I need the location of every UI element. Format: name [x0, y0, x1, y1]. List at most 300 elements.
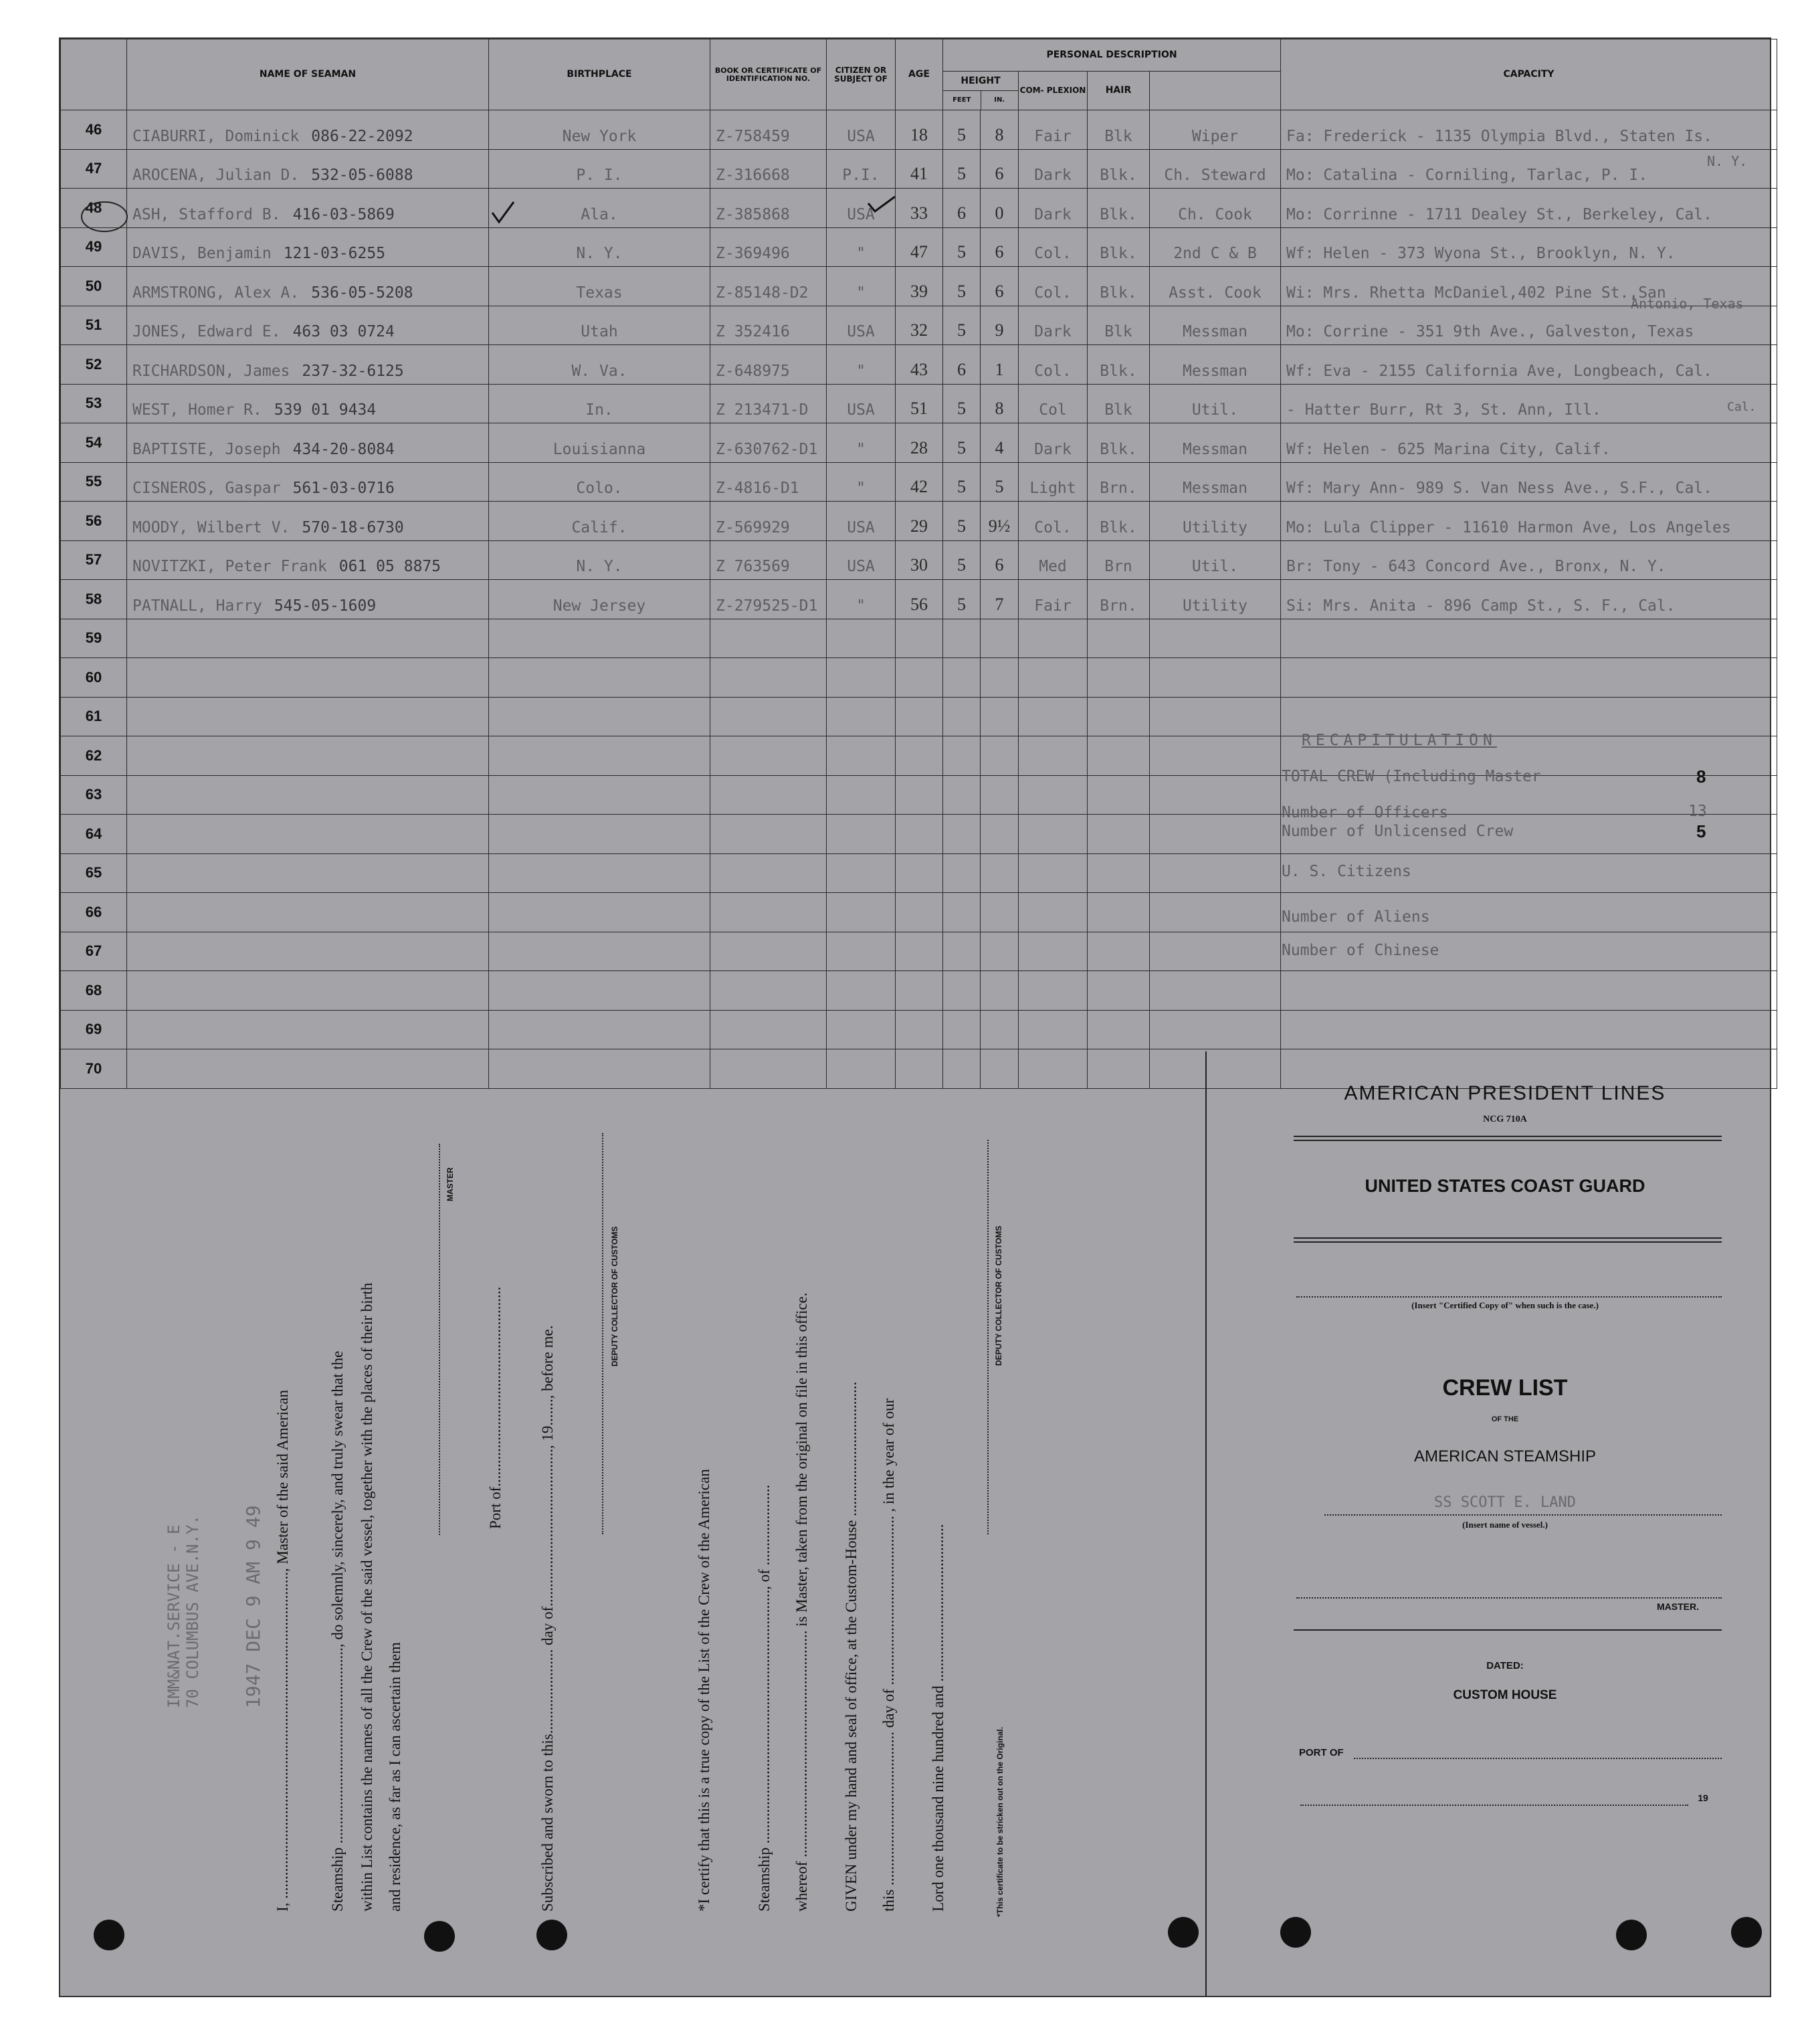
- header-book: BOOK OR CERTIFICATE OF IDENTIFICATION NO.: [710, 39, 827, 110]
- row-number: 63: [85, 786, 102, 803]
- custom-house-label: CUSTOM HOUSE: [1453, 1688, 1557, 1702]
- next-of-kin: [1281, 989, 1286, 1006]
- certificate-number: [710, 793, 716, 810]
- seaman-name-cell: [127, 540, 489, 580]
- next-of-kin-cell: [1281, 423, 1777, 463]
- hair-cell: [1088, 110, 1150, 150]
- age-cell: [896, 619, 943, 658]
- age-cell: [896, 815, 943, 854]
- complexion-cell: [1019, 775, 1088, 815]
- birthplace-cell: [489, 1010, 710, 1049]
- citizenship: ": [856, 597, 866, 615]
- certificate-number: Z-758459: [716, 127, 790, 145]
- next-of-kin-cell: [1281, 1010, 1777, 1049]
- age-cell: [896, 1049, 943, 1089]
- height-inches-cell: [981, 853, 1019, 893]
- row-number-cell: [61, 697, 127, 736]
- row-number: 53: [85, 395, 102, 412]
- table-row: [61, 815, 1777, 854]
- complexion: Col.: [1034, 245, 1072, 262]
- hair-cell: [1088, 462, 1150, 502]
- rule-2: [1294, 1140, 1722, 1141]
- seaman-name: [127, 676, 132, 693]
- row-number-cell: [61, 736, 127, 776]
- capacity-cell: [1150, 110, 1281, 150]
- recap-aliens-label: Number of Aliens: [1282, 908, 1430, 926]
- seaman-name: [127, 1027, 132, 1045]
- row-number: 51: [85, 316, 102, 334]
- seaman-name-cell: [127, 502, 489, 541]
- age: 47: [910, 242, 928, 262]
- next-of-kin: Wf: Eva - 2155 California Ave, Longbeach, Cal.: [1286, 362, 1712, 380]
- height-inches: 1: [995, 359, 1004, 379]
- next-of-kin-cell: [1281, 580, 1777, 619]
- complexion-cell: [1019, 658, 1088, 698]
- height-feet-cell: [943, 384, 981, 423]
- certificate-number-cell: [710, 423, 827, 463]
- social-security-number: 536-05-5208: [311, 284, 413, 302]
- certificate-number-cell: [710, 1049, 827, 1089]
- certified-copy-line: [1296, 1296, 1722, 1298]
- height-feet-cell: [943, 853, 981, 893]
- social-security-number: 561-03-0716: [292, 480, 395, 497]
- height-feet-cell: [943, 619, 981, 658]
- hair: Blk.: [1100, 245, 1137, 262]
- height-feet: 5: [957, 477, 966, 496]
- row-number-cell: [61, 267, 127, 306]
- height-feet-cell: [943, 345, 981, 385]
- age-cell: [896, 1010, 943, 1049]
- complexion-cell: [1019, 580, 1088, 619]
- row-number: 57: [85, 551, 102, 569]
- crew-list-title: CREW LIST: [1442, 1375, 1568, 1401]
- recap-title: RECAPITULATION: [1302, 732, 1497, 749]
- height-inches-cell: [981, 893, 1019, 932]
- height-inches: 9½: [988, 516, 1011, 536]
- row-number: 52: [85, 355, 102, 373]
- social-security-number: 061 05 8875: [338, 558, 441, 575]
- complexion: Fair: [1034, 127, 1072, 145]
- hair-cell: [1088, 580, 1150, 619]
- seaman-name: WEST, Homer R.: [132, 401, 262, 419]
- social-security-number: 434-20-8084: [292, 440, 395, 458]
- complexion-cell: [1019, 893, 1088, 932]
- oath-line-3: within List contains the names of all the Crew of the said vessel, together with the places of their birth: [359, 1282, 375, 1912]
- height-inches-cell: [981, 658, 1019, 698]
- seaman-name: DAVIS, Benjamin: [132, 245, 272, 262]
- oath-line-1: I, ....................................................................................., Master of the said American: [274, 1390, 291, 1912]
- complexion-cell: [1019, 1010, 1088, 1049]
- of-the-label: OF THE: [1491, 1415, 1519, 1423]
- hair-cell: [1088, 971, 1150, 1011]
- capacity-cell: [1150, 815, 1281, 854]
- rule-5: [1294, 1629, 1722, 1631]
- certify-line-3: whereof ........................................................... is Master, taken from the original on file in this office.: [793, 1292, 810, 1912]
- checkmark-citizen: [868, 197, 895, 211]
- complexion: Col.: [1034, 284, 1072, 302]
- height-feet: 5: [957, 281, 966, 301]
- complexion-cell: [1019, 384, 1088, 423]
- complexion-cell: [1019, 149, 1088, 189]
- hair-cell: [1088, 775, 1150, 815]
- hair-cell: [1088, 540, 1150, 580]
- rule-4: [1294, 1241, 1722, 1243]
- recap-total-value: 8: [1696, 766, 1706, 787]
- citizenship: USA: [847, 323, 875, 340]
- capacity: Util.: [1191, 558, 1239, 575]
- punch-hole-5: [1280, 1917, 1311, 1948]
- certificate-number: Z 352416: [716, 323, 790, 340]
- height-inches-cell: [981, 815, 1019, 854]
- table-row: [61, 619, 1777, 658]
- next-of-kin: [1281, 1027, 1286, 1045]
- age-cell: [896, 540, 943, 580]
- next-of-kin: Mo: Catalina - Corniling, Tarlac, P. I.: [1286, 167, 1648, 184]
- certificate-number-cell: [710, 932, 827, 971]
- row-number-cell: [61, 619, 127, 658]
- age-cell: [896, 893, 943, 932]
- row-circle-mark: [82, 202, 127, 231]
- social-security-number: 570-18-6730: [302, 518, 404, 536]
- age-cell: [896, 345, 943, 385]
- recap-unlicensed-value: 5: [1696, 821, 1706, 841]
- row-number-cell: [61, 853, 127, 893]
- citizenship-cell: [827, 775, 896, 815]
- birthplace-cell: [489, 502, 710, 541]
- header-capacity: CAPACITY: [1281, 39, 1777, 110]
- seaman-name-cell: [127, 775, 489, 815]
- social-security-number: 086-22-2092: [311, 127, 413, 145]
- height-inches-cell: [981, 267, 1019, 306]
- age-cell: [896, 697, 943, 736]
- capacity-cell: [1150, 1010, 1281, 1049]
- table-row: [61, 267, 1777, 306]
- age: 32: [910, 320, 928, 340]
- birthplace-cell: [489, 384, 710, 423]
- next-of-kin-cell: [1281, 619, 1777, 658]
- height-feet: 6: [957, 203, 966, 223]
- capacity: 2nd C & B: [1173, 245, 1257, 262]
- complexion: Light: [1029, 480, 1076, 497]
- row-number: 70: [85, 1059, 102, 1077]
- citizenship-cell: [827, 815, 896, 854]
- oath-line-2: Steamship ..................................................., do solemnly, sincerely, and truly swear that the: [329, 1350, 346, 1912]
- hair-cell: [1088, 932, 1150, 971]
- row-number-cell: [61, 580, 127, 619]
- punch-hole-6: [1616, 1920, 1647, 1950]
- height-inches: 7: [995, 594, 1004, 614]
- hair: Blk.: [1100, 518, 1137, 536]
- oath-deputy-label-1: DEPUTY COLLECTOR OF CUSTOMS: [610, 1226, 619, 1366]
- next-of-kin-cell: [1281, 189, 1777, 228]
- height-inches: 5: [995, 477, 1004, 496]
- birthplace: Utah: [581, 323, 618, 340]
- birthplace-cell: [489, 345, 710, 385]
- next-of-kin-cell: [1281, 658, 1777, 698]
- next-of-kin: [1281, 714, 1286, 732]
- certify-line-1: *I certify that this is a true copy of the List of the Crew of the American: [696, 1469, 712, 1912]
- height-inches-cell: [981, 462, 1019, 502]
- social-security-number: 121-03-6255: [283, 245, 386, 262]
- capacity-cell: [1150, 893, 1281, 932]
- header-birthplace: BIRTHPLACE: [489, 39, 710, 110]
- age: 29: [910, 516, 928, 536]
- seaman-name: [127, 832, 132, 849]
- height-feet: 5: [957, 164, 966, 183]
- citizenship-cell: [827, 1010, 896, 1049]
- table-row: [61, 580, 1777, 619]
- complexion-cell: [1019, 110, 1088, 150]
- height-inches: 6: [995, 281, 1004, 301]
- seaman-name-cell: [127, 932, 489, 971]
- crew-list-form: [59, 37, 1771, 1997]
- next-of-kin: Mo: Corrinne - 1711 Dealey St., Berkeley, Cal.: [1286, 205, 1712, 223]
- capacity-cell: [1150, 619, 1281, 658]
- seaman-name-cell: [127, 267, 489, 306]
- seaman-name-cell: [127, 815, 489, 854]
- capacity-cell: [1150, 853, 1281, 893]
- height-inches: 0: [995, 203, 1004, 223]
- height-inches: 9: [995, 320, 1004, 340]
- height-feet-cell: [943, 580, 981, 619]
- birthplace: New York: [562, 127, 637, 145]
- height-inches: 6: [995, 164, 1004, 183]
- seaman-name-cell: [127, 619, 489, 658]
- hair-cell: [1088, 502, 1150, 541]
- complexion: Col.: [1034, 362, 1072, 380]
- seaman-name: ARMSTRONG, Alex A.: [132, 284, 300, 302]
- height-feet-cell: [943, 893, 981, 932]
- birthplace-cell: [489, 815, 710, 854]
- capacity-cell: [1150, 227, 1281, 267]
- citizenship-cell: [827, 267, 896, 306]
- capacity-cell: [1150, 306, 1281, 345]
- hair-cell: [1088, 697, 1150, 736]
- height-feet-cell: [943, 815, 981, 854]
- citizenship-cell: [827, 697, 896, 736]
- height-inches: 4: [995, 437, 1004, 457]
- citizenship-cell: [827, 971, 896, 1011]
- seaman-name: CISNEROS, Gaspar: [132, 480, 281, 497]
- certificate-number: [710, 989, 716, 1006]
- recap-officers-value: 13: [1688, 803, 1707, 820]
- citizenship-cell: [827, 932, 896, 971]
- next-of-kin-cell: [1281, 110, 1777, 150]
- hair-cell: [1088, 1010, 1150, 1049]
- social-security-number: 416-03-5869: [292, 205, 395, 223]
- height-inches-cell: [981, 932, 1019, 971]
- handwritten-marks: [60, 39, 997, 239]
- steamship-label: AMERICAN STEAMSHIP: [1413, 1447, 1597, 1465]
- birthplace-cell: [489, 775, 710, 815]
- row-number-cell: [61, 540, 127, 580]
- age: 18: [910, 124, 928, 144]
- row-number: 49: [85, 238, 102, 256]
- capacity: Messman: [1183, 362, 1247, 380]
- seaman-name-cell: [127, 853, 489, 893]
- header-age: AGE: [896, 39, 943, 110]
- row-number: 62: [85, 746, 102, 764]
- immigration-stamp-line-1: IMM&NAT.SERVICE - E: [165, 1524, 183, 1708]
- certify-line-5: this ........................................ day of ............................................ , in the year of our: [880, 1398, 897, 1912]
- hair-cell: [1088, 658, 1150, 698]
- height-inches-cell: [981, 423, 1019, 463]
- height-feet-cell: [943, 1049, 981, 1089]
- citizenship: USA: [847, 205, 875, 223]
- row-number-cell: [61, 893, 127, 932]
- year-prefix: 19: [1698, 1793, 1708, 1803]
- complexion-cell: [1019, 306, 1088, 345]
- birthplace: W. Va.: [571, 362, 627, 380]
- social-security-number: 539 01 9434: [274, 401, 377, 419]
- certify-line-4: GIVEN under my hand and seal of office, at the Custom-House ...................................: [843, 1381, 860, 1912]
- certificate-number-cell: [710, 853, 827, 893]
- complexion-cell: [1019, 227, 1088, 267]
- agency-title: UNITED STATES COAST GUARD: [1365, 1176, 1645, 1196]
- insert-certified-copy-note: (Insert "Certified Copy of" when such is the case.): [1411, 1300, 1599, 1310]
- recap-total-label: TOTAL CREW (Including Master: [1282, 768, 1541, 785]
- row-number-cell: [61, 462, 127, 502]
- age: 28: [910, 437, 928, 457]
- height-inches-cell: [981, 697, 1019, 736]
- complexion-cell: [1019, 815, 1088, 854]
- height-feet-cell: [943, 267, 981, 306]
- next-of-kin: Mo: Corrine - 351 9th Ave., Galveston, Texas: [1286, 323, 1694, 340]
- next-of-kin: - Hatter Burr, Rt 3, St. Ann, Ill.: [1286, 401, 1601, 419]
- birthplace-cell: [489, 462, 710, 502]
- punch-hole-7: [1731, 1917, 1762, 1948]
- master-label: MASTER.: [1657, 1601, 1699, 1612]
- age-cell: [896, 971, 943, 1011]
- citizenship: ": [856, 245, 866, 262]
- seaman-name-cell: [127, 580, 489, 619]
- master-signature-line: [439, 1144, 440, 1535]
- table-row: [61, 384, 1777, 423]
- header-citizen: CITIZEN OR SUBJECT OF: [827, 39, 896, 110]
- seaman-name: MOODY, Wilbert V.: [132, 518, 290, 536]
- hair-cell: [1088, 619, 1150, 658]
- certificate-number-cell: [710, 306, 827, 345]
- birthplace: P. I.: [576, 167, 623, 184]
- complexion-cell: [1019, 462, 1088, 502]
- height-inches-cell: [981, 345, 1019, 385]
- seaman-name: JONES, Edward E.: [132, 323, 281, 340]
- form-number: NCG 710A: [1483, 1114, 1527, 1124]
- recap-unlicensed-label: Number of Unlicensed Crew: [1282, 823, 1514, 840]
- master-line: [1296, 1597, 1722, 1599]
- certificate-number: [710, 949, 716, 966]
- birthplace: N. Y.: [576, 558, 623, 575]
- certificate-number: Z-4816-D1: [716, 480, 799, 497]
- complexion-cell: [1019, 502, 1088, 541]
- row-number: 46: [85, 120, 102, 138]
- capacity-cell: [1150, 971, 1281, 1011]
- certificate-number-cell: [710, 267, 827, 306]
- seaman-name: PATNALL, Harry: [132, 597, 262, 615]
- certificate-number: Z-316668: [716, 167, 790, 184]
- complexion-cell: [1019, 1049, 1088, 1089]
- capacity-cell: [1150, 932, 1281, 971]
- height-inches-cell: [981, 971, 1019, 1011]
- vessel-name: SS SCOTT E. LAND: [1434, 1494, 1576, 1511]
- social-security-number: 237-32-6125: [302, 362, 404, 380]
- recap-citizens-label: U. S. Citizens: [1282, 863, 1411, 880]
- complexion: Dark: [1034, 440, 1072, 458]
- row-number-cell: [61, 345, 127, 385]
- age-cell: [896, 384, 943, 423]
- seaman-name-cell: [127, 462, 489, 502]
- next-of-kin: Wf: Helen - 625 Marina City, Calif.: [1286, 440, 1611, 458]
- complexion-cell: [1019, 736, 1088, 776]
- birthplace: In.: [585, 401, 613, 419]
- table-row: [61, 893, 1777, 932]
- height-feet-cell: [943, 423, 981, 463]
- height-inches: 8: [995, 399, 1004, 418]
- hair-cell: [1088, 267, 1150, 306]
- height-feet: 5: [957, 242, 966, 262]
- certificate-number: [710, 636, 716, 653]
- birthplace: Colo.: [576, 480, 623, 497]
- vessel-name-line: [1324, 1514, 1722, 1516]
- table-row: [61, 540, 1777, 580]
- punch-hole-2: [424, 1921, 455, 1952]
- capacity-cell: [1150, 540, 1281, 580]
- hair: Brn: [1104, 558, 1132, 575]
- age: 51: [910, 399, 928, 418]
- row-number: 48: [85, 199, 102, 216]
- row-number: 69: [85, 1021, 102, 1038]
- oath-subscribed: Subscribed and sworn to this...................... day of........................................., 19......., before me.: [539, 1325, 556, 1912]
- height-feet: 5: [957, 555, 966, 575]
- next-of-kin-cell: [1281, 462, 1777, 502]
- kin-overflow-row50: Antonio, Texas: [1631, 296, 1744, 312]
- capacity-cell: [1150, 775, 1281, 815]
- capacity-cell: [1150, 189, 1281, 228]
- birthplace-cell: [489, 423, 710, 463]
- header-hair: HAIR: [1088, 72, 1150, 110]
- certificate-number: [710, 910, 716, 928]
- complexion-cell: [1019, 345, 1088, 385]
- certificate-number-cell: [710, 971, 827, 1011]
- row-number-cell: [61, 775, 127, 815]
- complexion: Col.: [1034, 518, 1072, 536]
- complexion-cell: [1019, 697, 1088, 736]
- certificate-number: Z 763569: [716, 558, 790, 575]
- capacity-cell: [1150, 384, 1281, 423]
- port-of-line: [1354, 1758, 1722, 1759]
- height-inches-cell: [981, 540, 1019, 580]
- oath-port: Port of....................................................: [487, 1286, 504, 1529]
- age: 43: [910, 359, 928, 379]
- certificate-number: Z 213471-D: [716, 401, 809, 419]
- citizenship: ": [856, 362, 866, 380]
- next-of-kin: Wf: Mary Ann- 989 S. Van Ness Ave., S.F., Cal.: [1286, 480, 1712, 497]
- next-of-kin-cell: [1281, 540, 1777, 580]
- birthplace-cell: [489, 971, 710, 1011]
- height-feet-cell: [943, 775, 981, 815]
- seaman-name: RICHARDSON, James: [132, 362, 290, 380]
- row-number: 55: [85, 473, 102, 490]
- citizenship: ": [856, 440, 866, 458]
- height-feet-cell: [943, 1010, 981, 1049]
- birthplace-cell: [489, 540, 710, 580]
- oath-line-4: and residence, as far as I can ascertain them: [387, 1642, 403, 1912]
- height-inches-cell: [981, 580, 1019, 619]
- complexion-cell: [1019, 932, 1088, 971]
- hair-cell: [1088, 1049, 1150, 1089]
- seaman-name: BAPTISTE, Joseph: [132, 440, 281, 458]
- height-inches-cell: [981, 619, 1019, 658]
